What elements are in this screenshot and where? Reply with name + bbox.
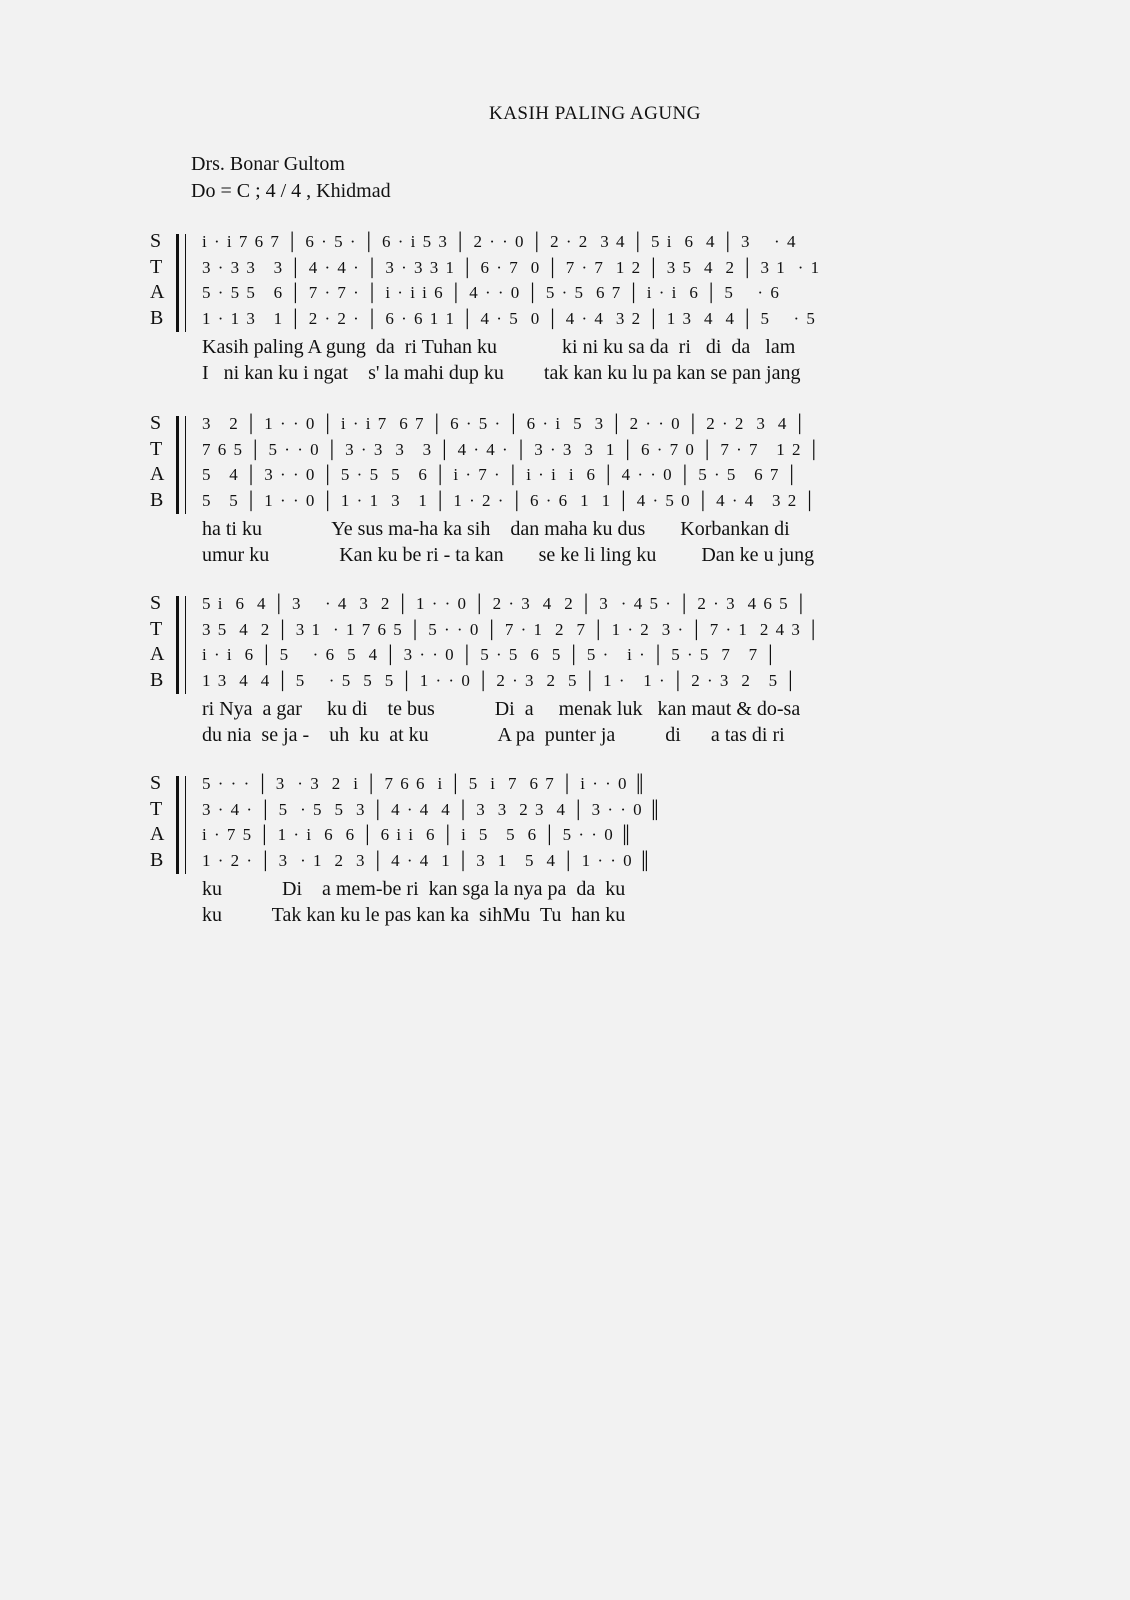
notes-b: 5 5 │ 1 · · 0 │ 1 · 1 3 1 │ 1 · 2 · │ 6 · 6 1 1 │ 4 · 5 0 │ 4 · 4 3 2 │ — [202, 490, 818, 510]
notes-s: 5 · · · │ 3 · 3 2 i │ 7 6 6 i │ 5 i 7 6 7 │ i · · 0 ║ — [202, 774, 648, 793]
lyric-line: ha ti ku Ye sus ma-ha ka sih dan maha ku dus Korbankan di — [202, 518, 790, 540]
system-bracket — [176, 416, 186, 514]
lyric-line: ku Tak kan ku le pas kan ka sihMu Tu han ku — [202, 904, 626, 926]
notes-t: 7 6 5 │ 5 · · 0 │ 3 · 3 3 3 │ 4 · 4 · │ 3 · 3 3 1 │ 6 · 7 0 │ 7 · 7 1 2 │ — [202, 439, 822, 459]
voice-label: A — [150, 823, 165, 845]
voice-label: B — [150, 848, 164, 871]
voice-label: T — [150, 255, 163, 278]
notes-t: 3 5 4 2 │ 3 1 · 1 7 6 5 │ 5 · · 0 │ 7 · 1 2 7 │ 1 · 2 3 · │ 7 · 1 2 4 3 │ — [202, 619, 821, 639]
lyric-line: du nia se ja - uh ku at ku A pa punter ja di a tas di ri — [202, 724, 785, 746]
system-bracket — [176, 776, 186, 874]
voice-label: S — [150, 772, 162, 794]
voice-label: B — [150, 668, 164, 691]
lyric-line: Kasih paling A gung da ri Tuhan ku ki ni ku sa da ri di da lam — [202, 336, 796, 358]
notes-b: 1 · 2 · │ 3 · 1 2 3 │ 4 · 4 1 │ 3 1 5 4 │ 1 · · 0 ║ — [202, 850, 653, 870]
notes-s: 5 i 6 4 │ 3 · 4 3 2 │ 1 · · 0 │ 2 · 3 4 2 │ 3 · 4 5 · │ 2 · 3 4 6 5 │ — [202, 594, 809, 613]
voice-label: T — [150, 617, 163, 640]
notes-t: 3 · 3 3 3 │ 4 · 4 · │ 3 · 3 3 1 │ 6 · 7 0 │ 7 · 7 1 2 │ 3 5 4 2 │ 3 1 · 1 — [202, 257, 821, 277]
notes-s: 3 2 │ 1 · · 0 │ i · i 7 6 7 │ 6 · 5 · │ 6 · i 5 3 │ 2 · · 0 │ 2 · 2 3 4 │ — [202, 414, 808, 433]
song-title: KASIH PALING AGUNG — [488, 103, 702, 124]
lyric-line: I ni kan ku i ngat s' la mahi dup ku tak kan ku lu pa kan se pan jang — [202, 362, 801, 384]
system-bracket — [176, 234, 186, 332]
voice-label: T — [150, 797, 163, 820]
voice-label: S — [150, 592, 162, 614]
voice-label: A — [150, 643, 165, 665]
lyric-line: ri Nya a gar ku di te bus Di a menak luk kan maut & do-sa — [202, 698, 801, 720]
notes-b: 1 · 1 3 1 │ 2 · 2 · │ 6 · 6 1 1 │ 4 · 5 0 │ 4 · 4 3 2 │ 1 3 4 4 │ 5 · 5 — [202, 308, 817, 328]
notes-a: 5 4 │ 3 · · 0 │ 5 · 5 5 6 │ i · 7 · │ i · i i 6 │ 4 · · 0 │ 5 · 5 6 7 │ — [202, 465, 800, 484]
voice-label: T — [150, 437, 163, 460]
notes-a: i · 7 5 │ 1 · i 6 6 │ 6 i i 6 │ i 5 5 6 │ 5 · · 0 ║ — [202, 825, 634, 844]
notes-s: i · i 7 6 7 │ 6 · 5 · │ 6 · i 5 3 │ 2 · · 0 │ 2 · 2 3 4 │ 5 i 6 4 │ 3 · 4 — [202, 232, 797, 251]
voice-label: S — [150, 412, 162, 434]
system-bracket — [176, 596, 186, 694]
voice-label: A — [150, 463, 165, 485]
key-signature: Do = C ; 4 / 4 , Khidmad — [191, 180, 391, 202]
notes-t: 3 · 4 · │ 5 · 5 5 3 │ 4 · 4 4 │ 3 3 2 3 4 │ 3 · · 0 ║ — [202, 799, 663, 819]
voice-label: S — [150, 230, 162, 252]
composer: Drs. Bonar Gultom — [191, 153, 345, 175]
notes-a: i · i 6 │ 5 · 6 5 4 │ 3 · · 0 │ 5 · 5 6 5 │ 5 · i · │ 5 · 5 7 7 │ — [202, 645, 778, 664]
voice-label: B — [150, 488, 164, 511]
lyric-line: ku Di a mem-be ri kan sga la nya pa da ku — [202, 878, 626, 900]
voice-label: A — [150, 281, 165, 303]
lyric-line: umur ku Kan ku be ri - ta kan se ke li ling ku Dan ke u jung — [202, 544, 815, 566]
notes-b: 1 3 4 4 │ 5 · 5 5 5 │ 1 · · 0 │ 2 · 3 2 5 │ 1 · 1 · │ 2 · 3 2 5 │ — [202, 670, 798, 690]
notes-a: 5 · 5 5 6 │ 7 · 7 · │ i · i i 6 │ 4 · · 0 │ 5 · 5 6 7 │ i · i 6 │ 5 · 6 — [202, 283, 781, 302]
voice-label: B — [150, 306, 164, 329]
